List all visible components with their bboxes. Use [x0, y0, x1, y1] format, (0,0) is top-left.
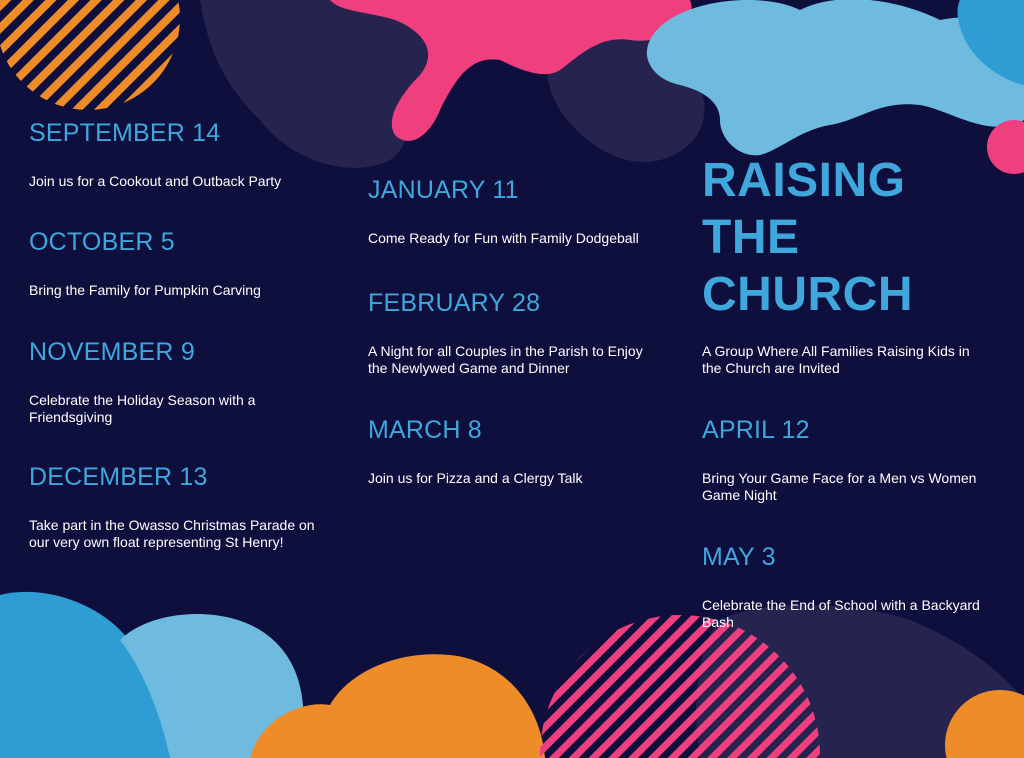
event-description: Take part in the Owasso Christmas Parade on our very own float representing St Henry!: [29, 517, 315, 550]
events-column-2: [368, 175, 678, 528]
event-date: MARCH 8: [368, 416, 482, 444]
event-date: NOVEMBER 9: [29, 338, 195, 366]
event-item: [368, 415, 678, 487]
event-date: APRIL 12: [702, 416, 810, 444]
event-description: Join us for a Cookout and Outback Party: [29, 173, 282, 189]
title-line: RAISING: [702, 154, 906, 207]
event-item: [368, 288, 678, 377]
title-line: CHURCH: [702, 268, 913, 321]
event-date: OCTOBER 5: [29, 228, 175, 256]
tagline: A Group Where All Families Raising Kids in the Church are Invited: [702, 343, 970, 376]
event-date: SEPTEMBER 14: [29, 119, 221, 147]
title-line: THE: [702, 211, 800, 264]
event-description: Celebrate the Holiday Season with a Friendsgiving: [29, 392, 256, 425]
event-item: [29, 227, 339, 299]
events-column-1: [29, 118, 339, 588]
event-item: [702, 542, 1002, 631]
event-item: [29, 118, 339, 190]
title-column: [702, 152, 1002, 669]
event-date: JANUARY 11: [368, 176, 519, 204]
brochure-title: [702, 152, 1002, 323]
event-item: [702, 415, 1002, 504]
event-description: Bring the Family for Pumpkin Carving: [29, 282, 261, 298]
event-date: FEBRUARY 28: [368, 289, 541, 317]
event-item: [29, 337, 339, 426]
event-description: A Night for all Couples in the Parish to Enjoy the Newlywed Game and Dinner: [368, 343, 643, 376]
event-description: Come Ready for Fun with Family Dodgeball: [368, 230, 639, 246]
event-description: Join us for Pizza and a Clergy Talk: [368, 470, 583, 486]
event-date: MAY 3: [702, 543, 776, 571]
event-date: DECEMBER 13: [29, 463, 208, 491]
event-description: Celebrate the End of School with a Backyard Bash: [702, 597, 980, 630]
event-item: [368, 175, 678, 247]
event-item: [29, 462, 339, 551]
event-description: Bring Your Game Face for a Men vs Women Game Night: [702, 470, 977, 503]
